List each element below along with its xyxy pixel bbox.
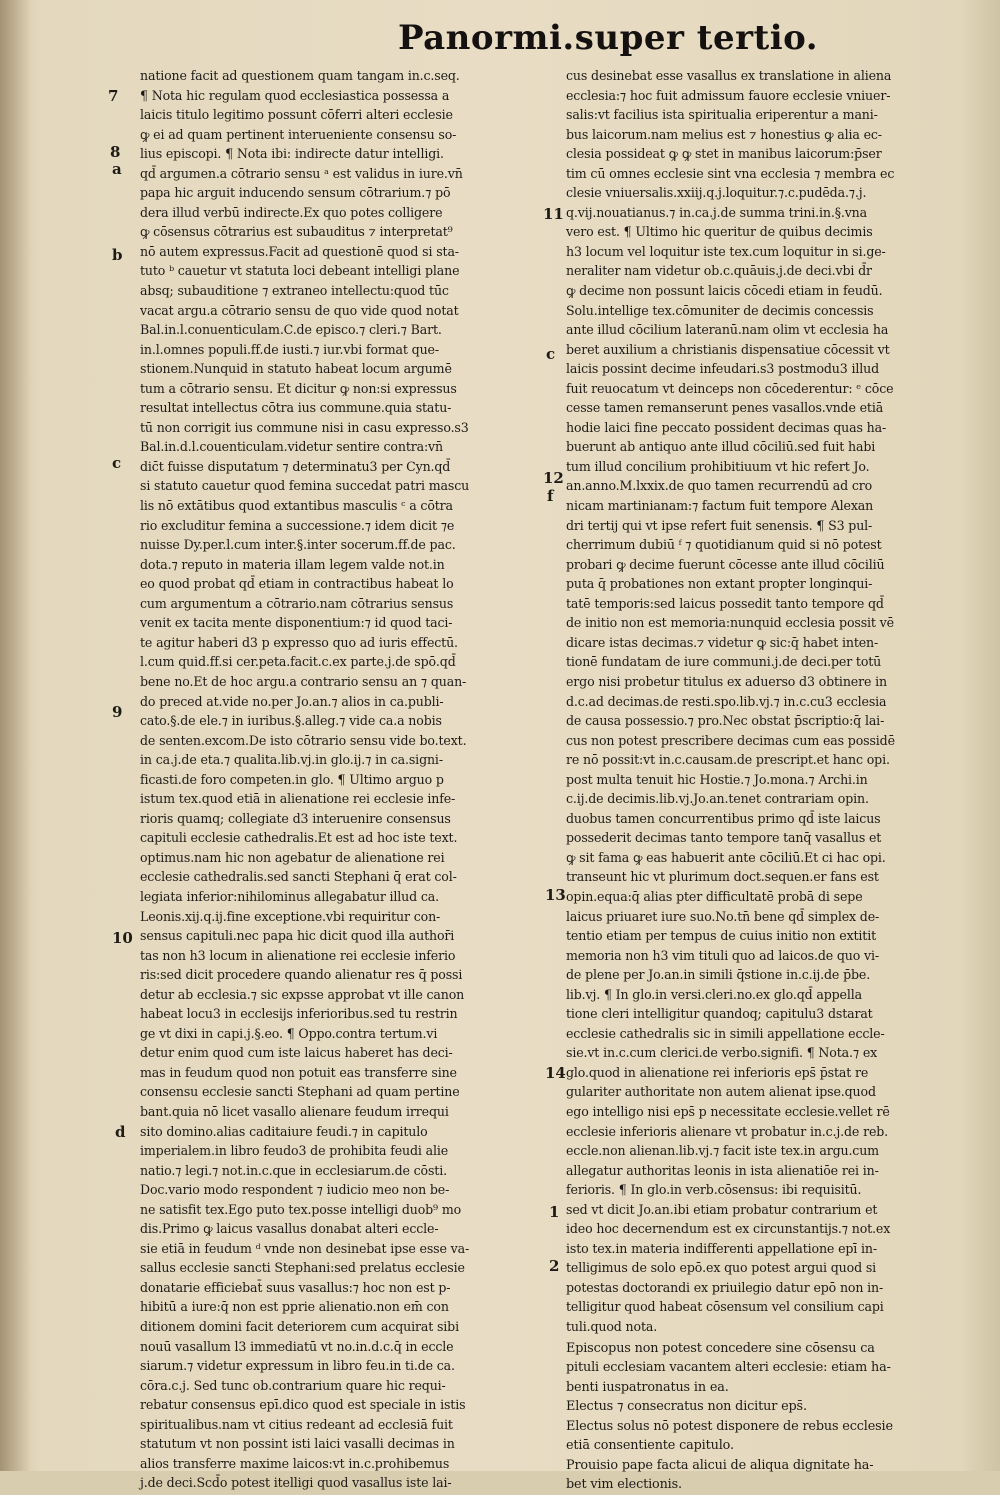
text-line: bant.quia nō licet vasallo alienare feudum irrequi — [140, 1103, 449, 1119]
text-line: ecclesia:⁊ hoc fuit admissum fauore ecclesie vniuer- — [566, 87, 891, 103]
text-line: do preced at.vide no.per Jo.an.⁊ alios in ca.publi- — [140, 693, 444, 709]
text-line: lius episcopi. ¶ Nota ibi: indirecte datur intelligi. — [140, 146, 444, 162]
text-line: glo.quod in alienatione rei inferioris eps̄ p̄stat re — [566, 1064, 869, 1080]
margin-note: 9 — [112, 703, 123, 721]
text-line: venit ex tacita mente disponentium:⁊ id quod taci- — [140, 615, 453, 631]
text-line: absq; subauditione ⁊ extraneo intellectu:quod tūc — [140, 283, 449, 299]
text-line: sie etiā in feudum ᵈ vnde non desinebat ipse esse va- — [140, 1240, 470, 1256]
text-line: tum a cōtrario sensu. Et dicitur ꝙ non:si expressus — [140, 380, 457, 396]
text-line: Electus solus nō potest disponere de rebus ecclesie — [566, 1418, 893, 1434]
text-line: nicam martinianam:⁊ factum fuit tempore Alexan — [566, 498, 874, 514]
text-line: consensu ecclesie sancti Stephani ad quam pertine — [140, 1084, 460, 1100]
right-text-column — [566, 66, 972, 1495]
text-line: Bal.in.d.l.couenticulam.videtur sentire contra:vn̄ — [140, 439, 443, 455]
text-line: clesie vniuersalis.xxiij.q.j.loquitur.⁊.c.pudēda.⁊.j. — [566, 185, 867, 201]
running-head: Panormi.super tertio. — [398, 18, 819, 58]
text-line: etiā consentiente capitulo. — [566, 1438, 734, 1454]
text-line: dri tertij qui vt ipse refert fuit senensis. ¶ S3 pul- — [566, 517, 873, 533]
text-line: nō autem expressus.Facit ad questionē quod si sta- — [140, 243, 459, 259]
text-line: spiritualibus.nam vt citius redeant ad ecclesiā fuit — [140, 1416, 453, 1432]
text-line: cesse tamen remanserunt penes vasallos.vnde etiā — [566, 400, 884, 416]
text-line: neraliter nam videtur ob.c.quāuis.j.de deci.vbi d̄r — [566, 263, 872, 279]
text-line: alios transferre maxime laicos:vt in.c.prohibemus — [140, 1455, 450, 1471]
text-line: hodie laici fine peccato possident decimas quas ha- — [566, 419, 887, 435]
text-line: hibitū a iure:q̄ non est pprie alienatio.non em̄ con — [140, 1299, 449, 1315]
text-line: tuto ᵇ cauetur vt statuta loci debeant intelligi plane — [140, 263, 460, 279]
summary-list — [566, 1339, 972, 1495]
text-line: Solu.intellige tex.cōmuniter de decimis concessis — [566, 302, 874, 318]
text-line: ris:sed dicit procedere quando alienatur res q̄ possi — [140, 967, 463, 983]
text-line: nuisse Dy.per.l.cum inter.§.inter socerum.ff.de pac. — [140, 537, 456, 553]
text-line: cum argumentum a cōtrario.nam cōtrarius sensus — [140, 595, 454, 611]
text-line: ferioris. ¶ In glo.in verb.cōsensus: ibi requisitū. — [566, 1182, 862, 1198]
text-line: tentio etiam per tempus de cuius initio non extitit — [566, 928, 877, 944]
text-line: de causa possessio.⁊ pro.Nec obstat p̄scriptio:q̄ lai- — [566, 713, 885, 729]
text-line: dota.⁊ reputo in materia illam legem valde not.in — [140, 556, 445, 572]
text-line: c.ij.de decimis.lib.vj.Jo.an.tenet contrariam opin. — [566, 791, 869, 807]
text-line: sallus ecclesie sancti Stephani:sed prelatus ecclesie — [140, 1260, 465, 1276]
text-line: istum tex.quod etiā in alienatione rei ecclesie infe- — [140, 791, 456, 807]
text-line: benti iuspatronatus in ea. — [566, 1379, 729, 1395]
text-line: cōra.c.j. Sed tunc ob.contrarium quare hic requi- — [140, 1377, 446, 1393]
text-line: rioris quamq; collegiate d3 interuenire consensus — [140, 810, 451, 826]
text-line: de initio non est memoria:nunquid ecclesia possit vē — [566, 615, 894, 631]
text-line: dicare istas decimas.⁊ videtur ꝙ sic:q̄ habet inten- — [566, 634, 879, 650]
margin-note: b — [112, 246, 123, 264]
text-line: siarum.⁊ videtur expressum in libro feu.in ti.de ca. — [140, 1358, 455, 1374]
text-line: rebatur consensus epī.dico quod est speciale in istis — [140, 1397, 466, 1413]
margin-note: 14 — [545, 1064, 566, 1082]
text-line: tum illud concilium prohibitiuum vt hic refert Jo. — [566, 458, 870, 474]
text-line: tas non h3 locum in alienatione rei ecclesie inferio — [140, 947, 456, 963]
text-line: an.anno.M.lxxix.de quo tamen recurrendū ad cro — [566, 478, 873, 494]
text-line: de senten.excom.De isto cōtrario sensu vide bo.text. — [140, 732, 467, 748]
margin-note: 7 — [108, 87, 119, 105]
text-line: ego intelligo nisi eps̄ p necessitate ecclesie.vellet rē — [566, 1103, 890, 1119]
text-line: re nō possit:vt in.c.causam.de prescript.et hanc opi. — [566, 752, 890, 768]
text-line: Prouisio pape facta alicui de aliqua dignitate ha- — [566, 1457, 874, 1473]
text-line: ¶ Nota hic regulam quod ecclesiastica possessa a — [140, 87, 450, 103]
text-line: tuli.quod nota. — [566, 1319, 658, 1334]
text-line: in ca.j.de eta.⁊ qualita.lib.vj.in glo.ij.⁊ in ca.signi- — [140, 752, 443, 768]
text-line: clesia possideat ꝙ ꝙ stet in manibus laicorum:p̄ser — [566, 146, 882, 162]
text-line: bet vim electionis. — [566, 1477, 682, 1493]
text-line: donatarie efficiebat̄ suus vasallus:⁊ hoc non est p- — [140, 1279, 451, 1295]
text-line: fuit reuocatum vt deinceps non cōcederentur: ᵉ cōce — [566, 380, 894, 396]
text-line: papa hic arguit inducendo sensum cōtrarium.⁊ pō — [140, 185, 451, 201]
text-line: telligitur quod habeat cōsensum vel consilium capi — [566, 1299, 884, 1315]
text-line: Electus ⁊ consecratus non dicitur eps̄. — [566, 1399, 807, 1415]
text-line: ecclesie inferioris alienare vt probatur in.c.j.de reb. — [566, 1123, 889, 1139]
text-line: q.vij.nouatianus.⁊ in.ca.j.de summa trini.in.§.vna — [566, 204, 868, 220]
text-line: laicis titulo legitimo possunt cōferri alteri ecclesie — [140, 107, 453, 123]
text-line: tione cleri intelligitur quandoq; capitulu3 dstarat — [566, 1006, 873, 1022]
text-line: detur ab ecclesia.⁊ sic expsse approbat vt ille canon — [140, 986, 465, 1002]
text-line: lis nō extātibus quod extantibus masculis ᶜ a cōtra — [140, 498, 453, 514]
text-line: de plene per Jo.an.in simili q̄stione in.c.ij.de p̄be. — [566, 967, 871, 983]
margin-note: 10 — [112, 929, 133, 947]
text-line: in.l.omnes populi.ff.de iusti.⁊ iur.vbi format que- — [140, 341, 439, 357]
margin-note: 11 — [543, 205, 564, 223]
text-line: capituli ecclesie cathedralis.Et est ad hoc iste text. — [140, 830, 458, 846]
text-line: dis.Primo ꝙ laicus vasallus donabat alteri eccle- — [140, 1221, 439, 1237]
margin-note: 13 — [545, 886, 566, 904]
text-line: te agitur haberi d3 p expresso quo ad iuris effectū. — [140, 634, 458, 650]
margin-note: 12 — [543, 469, 564, 487]
text-line: habeat locu3 in ecclesijs inferioribus.sed tu restrin — [140, 1006, 458, 1022]
text-line: possederit decimas tanto tempore tanq̄ vasallus et — [566, 830, 882, 846]
text-line: laicis possint decime infeudari.s3 postmodu3 illud — [566, 361, 879, 377]
text-line: sensus capituli.nec papa hic dicit quod illa author̄i — [140, 928, 455, 944]
text-line: j.de deci.Scd̄o potest itelligi quod vasallus iste lai- — [140, 1475, 452, 1491]
text-line: cato.§.de ele.⁊ in iuribus.§.alleg.⁊ vide ca.a nobis — [140, 713, 442, 729]
margin-note: d — [115, 1123, 126, 1141]
text-line: nouū vasallum l3 immediatū vt no.in.d.c.q̄ in eccle — [140, 1338, 454, 1354]
text-line: eo quod probat qd̄ etiam in contractibus habeat lo — [140, 576, 454, 592]
text-line: beret auxilium a christianis dispensatiue cōcessit vt — [566, 341, 890, 357]
text-line: resultat intellectus cōtra ius commune.quia statu- — [140, 400, 452, 416]
text-line: qd̄ argumen.a cōtrario sensu ᵃ est validus in iure.vn̄ — [140, 165, 463, 181]
text-line: natione facit ad questionem quam tangam in.c.seq. — [140, 68, 460, 83]
text-line: ecclesie cathedralis sic in simili appellatione eccle- — [566, 1025, 885, 1041]
text-line: h3 locum vel loquitur iste tex.cum loquitur in si.ge- — [566, 243, 886, 259]
text-line: ergo nisi probetur titulus ex aduerso d3 obtinere in — [566, 673, 887, 689]
text-line: ecclesie cathedralis.sed sancti Stephani q̄ erat col- — [140, 869, 457, 885]
text-line: d.c.ad decimas.de resti.spo.lib.vj.⁊ in.c.cu3 ecclesia — [566, 693, 887, 709]
text-line: puta q̄ probationes non extant propter longinqui- — [566, 576, 873, 592]
margin-note: 1 — [549, 1203, 560, 1221]
text-line: Episcopus non potest concedere sine cōsensu ca — [566, 1340, 875, 1356]
margin-note: a — [112, 160, 122, 178]
text-line: memoria non h3 vim tituli quo ad laicos.de quo vi- — [566, 947, 879, 963]
text-line: telligimus de solo epō.ex quo potest argui quod si — [566, 1260, 877, 1276]
text-line: cherrimum dubiū ᶠ ⁊ quotidianum quid si nō potest — [566, 537, 882, 553]
text-line: vero est. ¶ Ultimo hic queritur de quibus decimis — [566, 224, 873, 240]
text-line: probari ꝙ decime fuerunt cōcesse ante illud cōciliū — [566, 556, 885, 572]
text-line: isto tex.in materia indifferenti appellatione epī in- — [566, 1240, 877, 1256]
text-line: natio.⁊ legi.⁊ not.in.c.que in ecclesiarum.de cōsti. — [140, 1162, 447, 1178]
text-line: ge vt dixi in capi.j.§.eo. ¶ Oppo.contra tertum.vi — [140, 1025, 438, 1041]
text-line: Leonis.xij.q.ij.fine exceptione.vbi requiritur con- — [140, 908, 441, 924]
text-line: laicus priuaret iure suo.No.tn̄ bene qd̄ simplex de- — [566, 908, 880, 924]
text-line: opin.equa:q̄ alias pter difficultatē probā di sepe — [566, 888, 863, 904]
text-line: ꝙ cōsensus cōtrarius est subauditus ⁊ interpretat⁹ — [140, 224, 453, 240]
text-line: cus non potest prescribere decimas cum eas possidē — [566, 732, 895, 748]
text-line: Bal.in.l.conuenticulam.C.de episco.⁊ cleri.⁊ Bart. — [140, 322, 442, 338]
text-line: tionē fundatam de iure communi.j.de deci.per totū — [566, 654, 882, 670]
text-line: tū non corrigit ius commune nisi in casu expresso.s3 — [140, 419, 469, 435]
text-line: salis:vt facilius ista spiritualia eriperentur a mani- — [566, 107, 878, 123]
text-line: bene no.Et de hoc argu.a contrario sensu an ⁊ quan- — [140, 673, 467, 689]
text-line: detur enim quod cum iste laicus haberet has deci- — [140, 1045, 453, 1061]
text-line: sed vt dicit Jo.an.ibi etiam probatur contrarium et — [566, 1201, 878, 1217]
text-line: tatē temporis:sed laicus possedit tanto tempore qd̄ — [566, 595, 884, 611]
text-line: cus desinebat esse vasallus ex translatione in aliena — [566, 68, 892, 83]
text-line: sito domino.alias caditaiure feudi.⁊ in capitulo — [140, 1123, 428, 1139]
left-text-column — [140, 66, 550, 1493]
text-line: potestas doctorandi ex priuilegio datur epō non in- — [566, 1279, 884, 1295]
text-line: ꝙ ei ad quam pertinent interueniente consensu so- — [140, 126, 457, 142]
text-line: rio excluditur femina a successione.⁊ idem dicit ⁊e — [140, 517, 455, 533]
text-line: ditionem domini facit deteriorem cum acquirat sibi — [140, 1319, 459, 1334]
text-line: statutum vt non possint isti laici vasalli decimas in — [140, 1436, 455, 1452]
text-line: lib.vj. ¶ In glo.in versi.cleri.no.ex glo.qd̄ appella — [566, 986, 862, 1002]
text-line: si statuto cauetur quod femina succedat patri mascu — [140, 478, 470, 494]
text-line: post multa tenuit hic Hostie.⁊ Jo.mona.⁊ Archi.in — [566, 771, 868, 787]
margin-note: c — [112, 454, 122, 472]
text-line: duobus tamen concurrentibus primo qd̄ iste laicus — [566, 810, 881, 826]
text-line: tim cū omnes ecclesie sint vna ecclesia ⁊ membra ec — [566, 165, 895, 181]
text-line: sie.vt in.c.cum clerici.de verbo.signifi. ¶ Nota.⁊ ex — [566, 1045, 878, 1061]
text-line: eccle.non alienan.lib.vj.⁊ facit iste tex.in argu.cum — [566, 1143, 879, 1159]
text-line: stionem.Nunquid in statuto habeat locum argumē — [140, 361, 452, 377]
text-line: ꝙ sit fama ꝙ eas habuerit ante cōciliū.Et ci hac opi. — [566, 849, 886, 865]
text-line: gulariter authoritate non autem alienat ipse.quod — [566, 1084, 876, 1100]
text-line: l.cum quid.ff.si cer.peta.facit.c.ex parte.j.de spō.qd̄ — [140, 654, 456, 670]
text-line: buerunt ab antiquo ante illud cōciliū.sed fuit habi — [566, 439, 876, 455]
text-line: vacat argu.a cōtrario sensu de quo vide quod notat — [140, 302, 459, 318]
text-line: allegatur authoritas leonis in ista alienatiōe rei in- — [566, 1162, 879, 1178]
text-line: ante illud cōcilium lateranū.nam olim vt ecclesia ha — [566, 322, 889, 338]
text-line: Doc.vario modo respondent ⁊ iudicio meo non be- — [140, 1182, 450, 1198]
text-line: ꝙ decime non possunt laicis cōcedi etiam in feudū. — [566, 283, 883, 299]
margin-note: c — [546, 345, 556, 363]
text-line: ne satisfit tex.Ego puto tex.posse intelligi duob⁹ mo — [140, 1201, 462, 1217]
text-line: mas in feudum quod non potuit eas transferre sine — [140, 1064, 457, 1080]
margin-note: 2 — [549, 1257, 560, 1275]
text-line: legiata inferior:nihilominus allegabatur illud ca. — [140, 888, 440, 904]
text-line: pituli ecclesiam vacantem alteri ecclesie: etiam ha- — [566, 1360, 891, 1376]
text-line: transeunt hic vt plurimum doct.sequen.er fans est — [566, 869, 879, 885]
text-line: ideo hoc decernendum est ex circunstantijs.⁊ not.ex — [566, 1221, 891, 1237]
text-line: imperialem.in libro feudo3 de prohibita feudi alie — [140, 1143, 449, 1159]
text-line: optimus.nam hic non agebatur de alienatione rei — [140, 849, 445, 865]
text-line: dera illud verbū indirecte.Ex quo potes colligere — [140, 204, 443, 220]
text-line: dic̄t fuisse disputatum ⁊ determinatu3 per Cyn.qd̄ — [140, 458, 451, 474]
margin-note: 8 — [110, 143, 121, 161]
text-line: ficasti.de foro competen.in glo. ¶ Ultimo arguo p — [140, 771, 444, 787]
margin-note: f — [547, 487, 554, 505]
gutter-shadow — [0, 0, 30, 1471]
text-line: bus laicorum.nam melius est ⁊ honestius ꝙ alia ec- — [566, 126, 882, 142]
